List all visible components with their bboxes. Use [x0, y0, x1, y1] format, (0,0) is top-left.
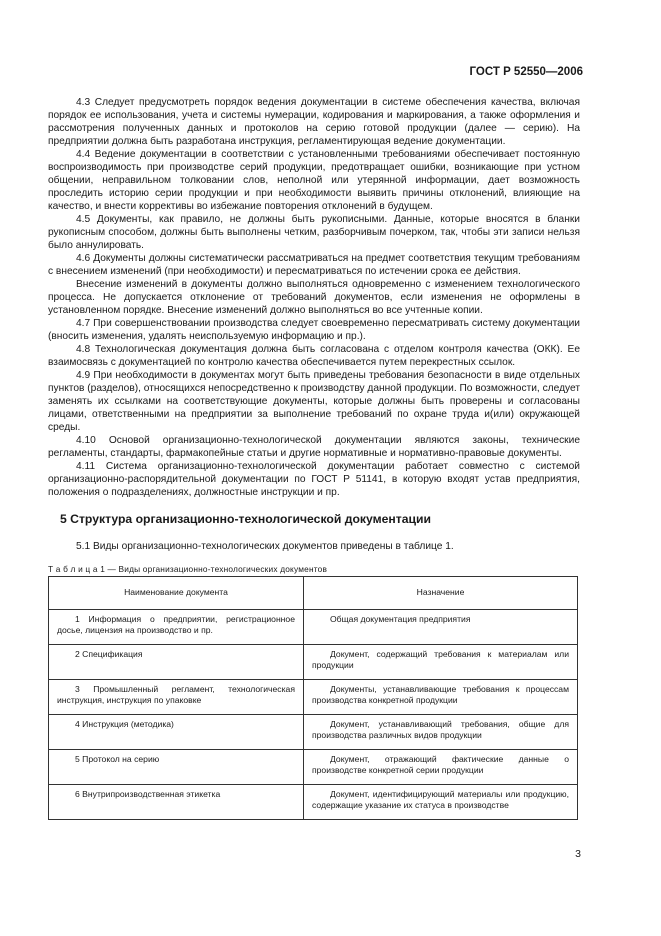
paragraph-4-7: 4.7 При совершенствовании производства следует своевременно пересматривать систему документации (вносить изменения, удалять неиспользуемую информацию и пр.).: [48, 318, 580, 342]
table-row: [49, 645, 578, 680]
paragraph-4-3: 4.3 Следует предусмотреть порядок ведения документации в системе обеспечения качества, включая порядок ее использования, учета и системы нумерации, кодирования и маркирования, а также оформления и рассмотрения полученных данных и протоколов на серию готовой продукции (далее — серию). На предприятии должна быть разработана инструкция, регламентирующая ведение документации.: [48, 97, 580, 147]
table-cell-name: 6 Внутрипроизводственная этикетка: [49, 785, 304, 820]
table-cell-name: 5 Протокол на серию: [49, 750, 304, 785]
page-number: 3: [575, 848, 581, 860]
paragraph-4-6-cont: Внесение изменений в документы должно выполняться одновременно с изменением технологического процесса. Не допускается отклонение от требований документов, если изменения не оформлены в установленном порядке. Внесение изменений должно выполняться во все учтенные копии.: [48, 279, 580, 316]
table-cell-name: 1 Информация о предприятии, регистрационное досье, лицензия на производство и пр.: [49, 610, 304, 645]
table-cell-name: 3 Промышленный регламент, технологическая инструкция, инструкция по упаковке: [49, 680, 304, 715]
paragraph-4-11: 4.11 Система организационно-технологической документации работает совместно с системой организационно-распорядительной документации по ГОСТ Р 51141, в которую входят устав предприятия, положения о подразделениях, должностные инструкции и пр.: [48, 461, 580, 498]
table-cell-name: 4 Инструкция (методика): [49, 715, 304, 750]
table-caption: Т а б л и ц а 1 — Виды организационно-технологических документов: [48, 564, 328, 574]
table-row: [49, 785, 578, 820]
paragraph-4-6: 4.6 Документы должны систематически рассматриваться на предмет соответствия текущим требованиям с внесением изменений (при необходимости) и пересматриваться по истечении срока ее действия.: [48, 253, 580, 277]
paragraph-4-4: 4.4 Ведение документации в соответствии с установленными требованиями обеспечивает постоянную воспроизводимость при производстве серий продукции, предотвращает ошибки, возникающие при устном общении, неправильном толковании слов, неполной или утерянной информации, дает возможность проследить историю серии продукции и при необходимости выявить причины отклонений, влияющие на качество, и внести коррективы во избежание повторения отклонений в будущем.: [48, 149, 580, 212]
table-header-row: [49, 577, 578, 610]
table-cell-purpose: Документ, идентифицирующий материалы или продукцию, содержащие указание их статуса в производстве: [304, 785, 578, 820]
table-cell-purpose: Общая документация предприятия: [304, 610, 578, 645]
table-header-cell: Наименование документа: [49, 577, 304, 610]
table-header-cell: Назначение: [304, 577, 578, 610]
table-row: [49, 715, 578, 750]
paragraph-4-9: 4.9 При необходимости в документах могут быть приведены требования безопасности в виде отдельных пунктов (разделов), относящихся непосредственно к производству данной продукции. По возможности, следует заменять их ссылками на соответствующие документы, которые должны быть проверены и согласованы лицами, ответственными на предприятии за выполнение требований по охране труда и(или) окружающей среды.: [48, 370, 580, 433]
paragraph-4-5: 4.5 Документы, как правило, не должны быть рукописными. Данные, которые вносятся в бланки рукописным способом, должны быть выполнены четким, разборчивым почерком, так, чтобы эти записи нельзя было аннулировать.: [48, 214, 580, 251]
table-cell-purpose: Документ, отражающий фактические данные о производстве конкретной серии продукции: [304, 750, 578, 785]
table-cell-name: 2 Спецификация: [49, 645, 304, 680]
table-cell-purpose: Документ, устанавливающий требования, общие для производства различных видов продукции: [304, 715, 578, 750]
table-row: [49, 750, 578, 785]
paragraph-4-8: 4.8 Технологическая документация должна быть согласована с отделом контроля качества (ОКК). Ее взаимосвязь с документацией по контролю качества обеспечивается путем перекрестных ссылок.: [48, 344, 580, 368]
paragraph-4-10: 4.10 Основой организационно-технологической документации являются законы, технические регламенты, стандарты, фармакопейные статьи и другие нормативные и нормативно-правовые документы.: [48, 435, 580, 459]
document-header: ГОСТ Р 52550—2006: [469, 66, 583, 78]
table-row: [49, 610, 578, 645]
section-title: 5 Структура организационно-технологической документации: [60, 512, 431, 526]
page-content: [48, 96, 580, 820]
table-cell-purpose: Документы, устанавливающие требования к процессам производства конкретной продукции: [304, 680, 578, 715]
section-intro: 5.1 Виды организационно-технологических документов приведены в таблице 1.: [76, 541, 454, 552]
document-types-table: [48, 576, 578, 820]
table-row: [49, 680, 578, 715]
table-cell-purpose: Документ, содержащий требования к материалам или продукции: [304, 645, 578, 680]
